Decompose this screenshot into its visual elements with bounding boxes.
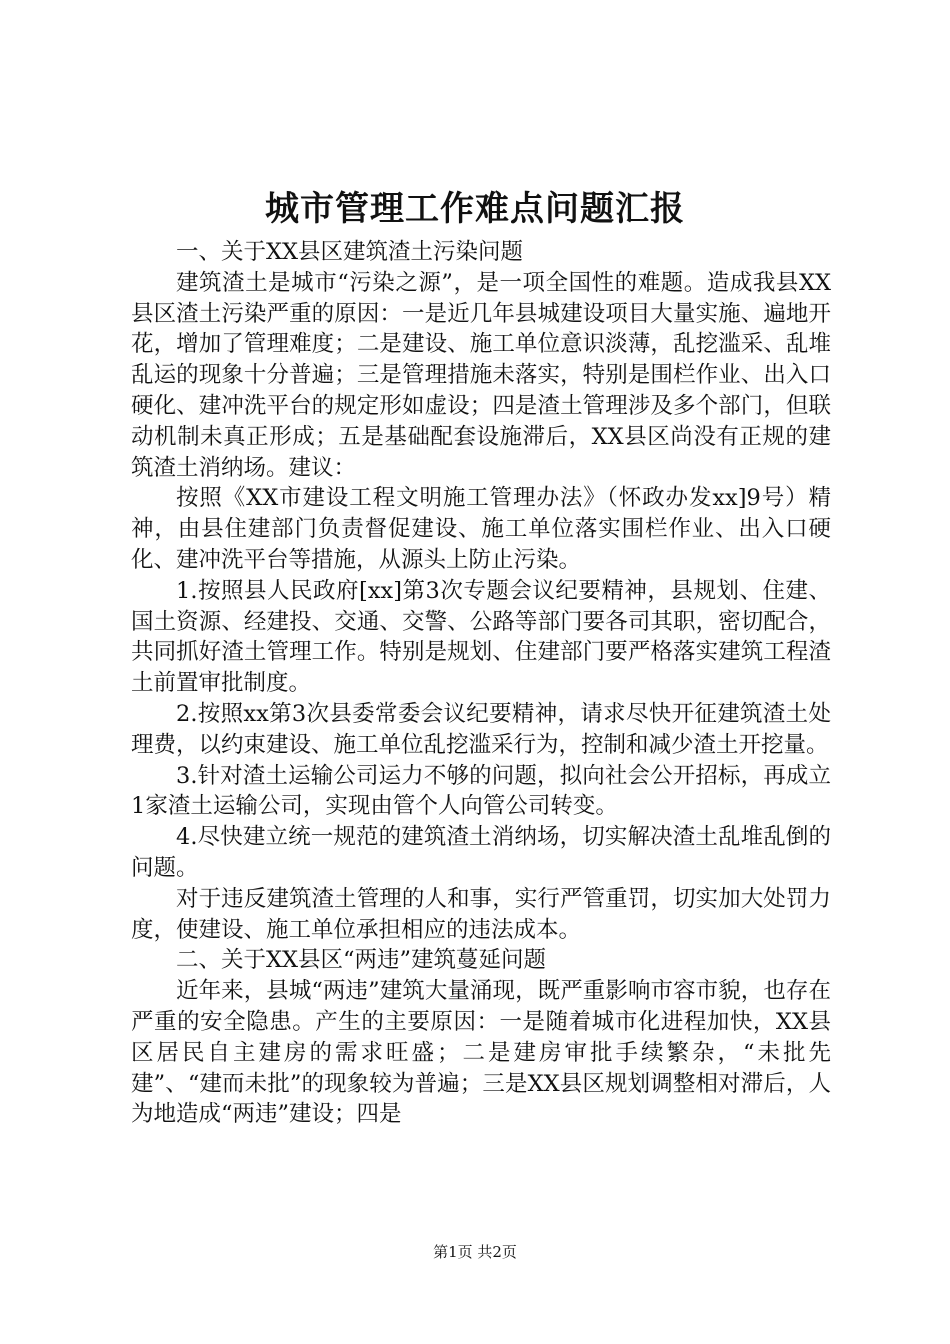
document-body [131, 237, 831, 1130]
list-item-3: 3.针对渣土运输公司运力不够的问题，拟向社会公开招标，再成立1家渣土运输公司，实现由管个人向管公司转变。 [131, 762, 831, 820]
paragraph-suggestion: 按照《XX市建设工程文明施工管理办法》（怀政办发xx]9号）精神，由县住建部门负责督促建设、施工单位落实围栏作业、出入口硬化、建冲洗平台等措施，从源头上防止污染。 [131, 485, 831, 573]
section-heading-1: 一、关于XX县区建筑渣土污染问题 [176, 239, 524, 265]
paragraph-penalty: 对于违反建筑渣土管理的人和事，实行严管重罚，切实加大处罚力度，使建设、施工单位承担相应的违法成本。 [131, 885, 831, 943]
section-heading-2: 二、关于XX县区“两违”建筑蔓延问题 [176, 947, 547, 974]
list-item-4: 4.尽快建立统一规范的建筑渣土消纳场，切实解决渣土乱堆乱倒的问题。 [131, 824, 831, 881]
page-footer: 第1页 共2页 [433, 1243, 517, 1261]
paragraph-illegal-buildings: 近年来，县城“两违”建筑大量涌现，既严重影响市容市貌，也存在严重的安全隐患。产生的主要原因：一是随着城市化进程加快，XX县区居民自主建房的需求旺盛；二是建房审批手续繁杂，“未批先建”、“建而未批”的现象较为普遍；三是XX县区规划调整相对滞后，人为地造成“两违”建设；四是 [131, 978, 831, 1128]
list-item-1: 1.按照县人民政府[xx]第3次专题会议纪要精神，县规划、住建、国土资源、经建投、交通、交警、公路等部门要各司其职，密切配合，共同抓好渣土管理工作。特别是规划、住建部门要严格落实建筑工程渣土前置审批制度。 [131, 577, 831, 697]
document-title: 城市管理工作难点问题汇报 [265, 189, 685, 229]
paragraph-causes: 建筑渣土是城市“污染之源”，是一项全国性的难题。造成我县XX县区渣土污染严重的原因：一是近几年县城建设项目大量实施、遍地开花，增加了管理难度；二是建设、施工单位意识淡薄，乱挖滥采、乱堆乱运的现象十分普遍；三是管理措施未落实，特别是围栏作业、出入口硬化、建冲洗平台的规定形如虚设；四是渣土管理涉及多个部门，但联动机制未真正形成；五是基础配套设施滞后，XX县区尚没有正规的建筑渣土消纳场。建议： [131, 269, 831, 481]
list-item-2: 2.按照xx第3次县委常委会议纪要精神，请求尽快开征建筑渣土处理费，以约束建设、施工单位乱挖滥采行为，控制和减少渣土开挖量。 [131, 700, 831, 758]
